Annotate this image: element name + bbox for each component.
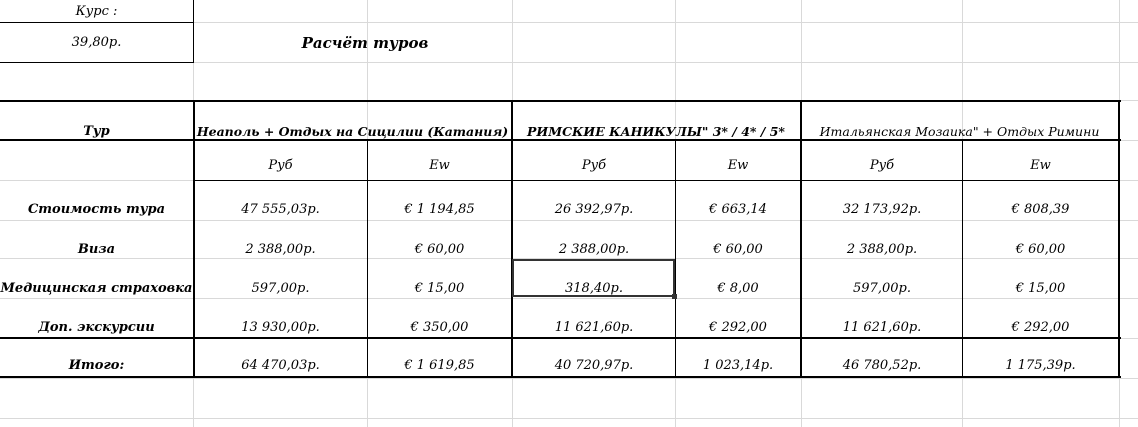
- table-cell[interactable]: € 60,00: [713, 241, 763, 257]
- table-cell[interactable]: € 808,39: [1011, 201, 1070, 217]
- currency-label[interactable]: Еw: [429, 157, 450, 173]
- table-cell[interactable]: 2 388,00р.: [558, 241, 630, 257]
- page-title[interactable]: Расчёт туров: [301, 33, 429, 52]
- table-cell[interactable]: € 350,00: [410, 319, 469, 335]
- table-cell[interactable]: 2 388,00р.: [245, 241, 316, 257]
- currency-label[interactable]: Руб: [869, 157, 895, 173]
- selected-cell-outline: [512, 259, 675, 297]
- row-label[interactable]: Доп. экскурсии: [38, 319, 155, 335]
- currency-label[interactable]: Еw: [1030, 157, 1051, 173]
- table-cell[interactable]: € 1 619,85: [404, 357, 475, 373]
- row-label[interactable]: Медицинская страховка: [0, 280, 193, 296]
- table-cell[interactable]: 597,00р.: [251, 280, 310, 296]
- table-cell[interactable]: 318,40р.: [565, 280, 623, 296]
- table-cell[interactable]: 26 392,97р.: [554, 201, 634, 217]
- table-cell[interactable]: 597,00р.: [853, 280, 911, 296]
- table-cell[interactable]: 40 720,97р.: [554, 357, 634, 373]
- table-cell[interactable]: € 292,00: [709, 319, 767, 335]
- gridline: [0, 418, 1138, 419]
- row-label[interactable]: Итого:: [68, 357, 125, 373]
- table-border: [1118, 100, 1120, 378]
- currency-label[interactable]: Руб: [268, 157, 293, 173]
- table-cell[interactable]: € 60,00: [1015, 241, 1066, 257]
- table-cell[interactable]: € 60,00: [414, 241, 465, 257]
- table-border: [0, 100, 1121, 102]
- table-cell[interactable]: 1 023,14р.: [702, 357, 774, 373]
- table-cell[interactable]: 64 470,03р.: [241, 357, 320, 373]
- table-cell[interactable]: 13 930,00р.: [241, 319, 320, 335]
- row-label[interactable]: Виза: [77, 241, 116, 257]
- row-label[interactable]: Стоимость тура: [27, 201, 166, 217]
- currency-label[interactable]: Еw: [727, 157, 749, 173]
- table-cell[interactable]: 2 388,00р.: [846, 241, 918, 257]
- table-cell[interactable]: 11 621,60р.: [554, 319, 634, 335]
- rate-label[interactable]: Курс :: [75, 3, 118, 19]
- table-border: [193, 180, 1120, 181]
- table-cell[interactable]: € 292,00: [1011, 319, 1070, 335]
- table-cell[interactable]: € 8,00: [717, 280, 759, 296]
- table-border: [0, 139, 1121, 141]
- table-cell[interactable]: 11 621,60р.: [842, 319, 922, 335]
- gridline: [0, 378, 1138, 379]
- currency-label[interactable]: Руб: [581, 157, 607, 173]
- table-cell[interactable]: € 15,00: [1015, 280, 1066, 296]
- table-cell[interactable]: 32 173,92р.: [842, 201, 922, 217]
- fill-handle[interactable]: [672, 294, 677, 299]
- table-cell[interactable]: 1 175,39р.: [1005, 357, 1076, 373]
- table-cell[interactable]: 46 780,52р.: [842, 357, 922, 373]
- cell-border: [0, 62, 194, 63]
- rate-value[interactable]: 39,80р.: [71, 35, 122, 50]
- cell-border: [193, 0, 194, 63]
- table-cell[interactable]: € 663,14: [709, 201, 767, 217]
- row-header-tour[interactable]: Тур: [83, 124, 110, 139]
- table-cell[interactable]: 47 555,03р.: [241, 201, 320, 217]
- tour-header-2[interactable]: РИМСКИЕ КАНИКУЛЫ" 3* / 4* / 5*: [527, 124, 785, 139]
- tour-header-1[interactable]: Неаполь + Отдых на Сицилии (Катания): [196, 124, 509, 139]
- table-cell[interactable]: € 15,00: [414, 280, 465, 296]
- table-cell[interactable]: € 1 194,85: [404, 201, 475, 217]
- tour-header-3[interactable]: Итальянская Мозаика" + Отдых Римини: [819, 124, 1100, 139]
